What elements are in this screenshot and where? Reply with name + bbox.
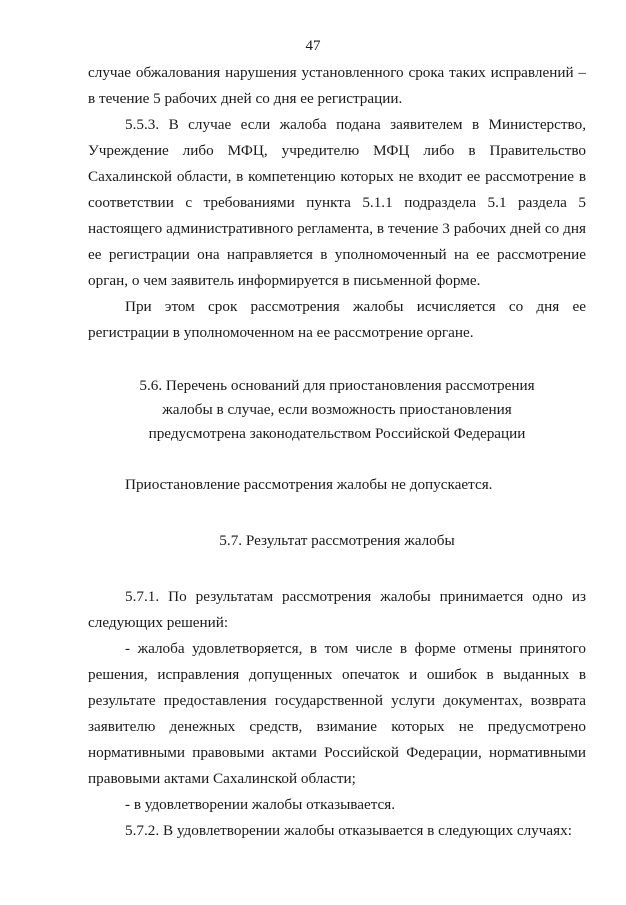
document-body — [88, 60, 586, 844]
section-5-6-heading — [88, 374, 586, 446]
paragraph-complaint-satisfied: - жалоба удовлетворяется, в том числе в форме отмены принятого решения, исправления допущенных опечаток и ошибок в выданных в результате предоставления государственной услуги документах, возврата заявителю денежных средств, взимание которых не предусмотрено нормативными правовыми актами Российской Федерации, нормативными правовыми актами Сахалинской области; — [88, 640, 586, 787]
section-5-6-heading-line-1: 5.6. Перечень оснований для приостановления рассмотрения — [139, 377, 535, 394]
section-5-6-heading-line-2: жалобы в случае, если возможность приостановления — [162, 401, 512, 418]
paragraph-review-period: При этом срок рассмотрения жалобы исчисляется со дня ее регистрации в уполномоченном на ее рассмотрение органе. — [88, 298, 586, 341]
paragraph-5-5-3: 5.5.3. В случае если жалоба подана заявителем в Министерство, Учреждение либо МФЦ, учредителю МФЦ либо в Правительство Сахалинской области, в компетенцию которых не входит ее рассмотрение в соответствии с требованиями пункта 5.1.1 подраздела 5.1 раздела 5 настоящего административного регламента, в течение 3 рабочих дней со дня ее регистрации она направляется в уполномоченный на ее рассмотрение орган, о чем заявитель информируется в письменной форме. — [88, 116, 586, 289]
paragraph-continuation: случае обжалования нарушения установленного срока таких исправлений – в течение 5 рабочих дней со дня ее регистрации. — [88, 64, 586, 107]
paragraph-complaint-rejected: - в удовлетворении жалобы отказывается. — [125, 796, 396, 813]
page-number: 47 — [305, 38, 321, 54]
section-5-6-text: Приостановление рассмотрения жалобы не допускается. — [125, 476, 493, 493]
section-5-6-heading-line-3: предусмотрена законодательством Российской Федерации — [148, 425, 526, 442]
paragraph-5-7-2: 5.7.2. В удовлетворении жалобы отказывается в следующих случаях: — [125, 822, 572, 839]
section-5-7-heading: 5.7. Результат рассмотрения жалобы — [219, 532, 455, 549]
paragraph-5-7-1: 5.7.1. По результатам рассмотрения жалобы принимается одно из следующих решений: — [88, 588, 586, 631]
